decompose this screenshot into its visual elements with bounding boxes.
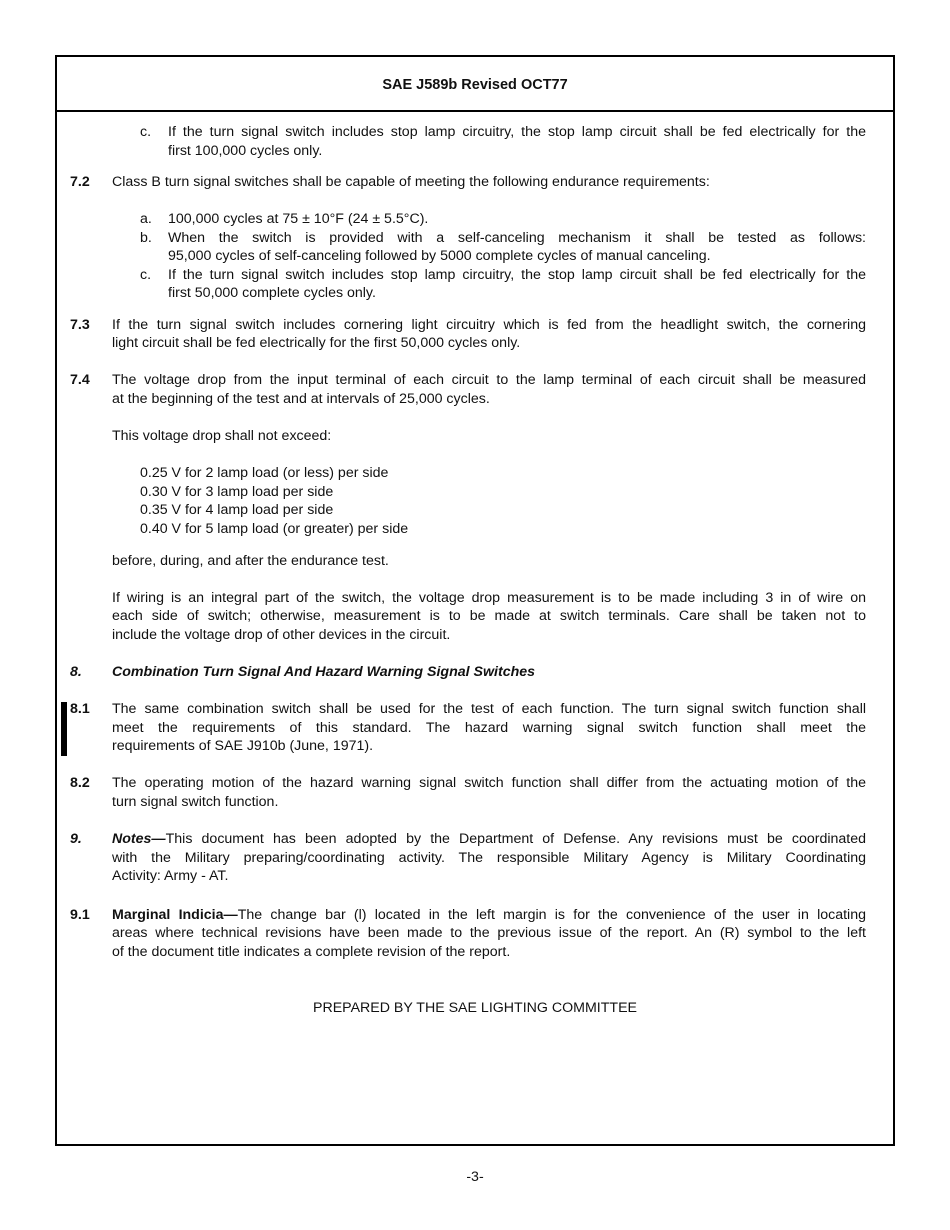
text-line: requirements of SAE J910b (June, 1971). (112, 738, 374, 754)
text-line: meet the requirements of this standard. The hazard warning signal switch function shall meet the (112, 720, 866, 736)
section-number: 9. (70, 831, 82, 847)
limit-line: 0.30 V for 3 lamp load per side (140, 484, 334, 500)
text-line: The operating motion of the hazard warning signal switch function shall differ from the actuating motion of the (112, 775, 866, 791)
text-line: first 100,000 cycles only. (168, 143, 323, 159)
text-line: When the switch is provided with a self-canceling mechanism it shall be tested as follows: (168, 230, 866, 246)
text-line: The voltage drop from the input terminal of each circuit to the lamp terminal of each circuit shall be measured (112, 372, 866, 388)
text-line: include the voltage drop of other devices in the circuit. (112, 627, 451, 643)
text-line: light circuit shall be fed electrically for the first 50,000 cycles only. (112, 335, 521, 351)
change-bar (61, 702, 67, 756)
text-line: If the turn signal switch includes stop lamp circuitry, the stop lamp circuit shall be fed electrically for the (168, 124, 866, 140)
section-number: 7.2 (70, 174, 90, 190)
limit-line: 0.35 V for 4 lamp load per side (140, 502, 334, 518)
limit-line: 0.25 V for 2 lamp load (or less) per side (140, 465, 389, 481)
text-line: first 50,000 complete cycles only. (168, 285, 376, 301)
text-line: The same combination switch shall be used for the test of each function. The turn signal switch function shall (112, 701, 866, 717)
text-line: 100,000 cycles at 75 ± 10°F (24 ± 5.5°C). (168, 211, 429, 227)
text-line: If the turn signal switch includes cornering light circuitry which is fed from the headlight switch, the cornering (112, 317, 866, 333)
text-line: turn signal switch function. (112, 794, 279, 810)
text-line: each side of switch; otherwise, measurement is to be made at switch terminals. Care shall be taken not to (112, 608, 866, 624)
item-letter: b. (140, 230, 152, 246)
text-line: at the beginning of the test and at intervals of 25,000 cycles. (112, 391, 490, 407)
text-line: with the Military preparing/coordinating activity. The responsible Military Agency is Military Coordinating (112, 850, 866, 866)
text-line: This voltage drop shall not exceed: (112, 428, 332, 444)
page-number: -3- (466, 1169, 484, 1185)
indicia-first-line: The change bar (l) located in the left margin is for the convenience of the user in locating (237, 907, 866, 923)
notes-label: Notes— (112, 831, 166, 847)
section-number: 7.3 (70, 317, 90, 333)
section-number: 8. (70, 664, 82, 680)
section-text: Class B turn signal switches shall be capable of meeting the following endurance requirements: (112, 174, 710, 190)
document-title: SAE J589b Revised OCT77 (57, 57, 893, 112)
item-letter: a. (140, 211, 152, 227)
item-letter: c. (140, 267, 152, 283)
text-line: of the document title indicates a complete revision of the report. (112, 944, 511, 960)
text-line: before, during, and after the endurance test. (112, 553, 389, 569)
text-line: If wiring is an integral part of the switch, the voltage drop measurement is to be made including 3 in of wire on (112, 590, 866, 606)
text-line: 95,000 cycles of self-canceling followed by 5000 complete cycles of manual canceling. (168, 248, 711, 264)
item-letter: c. (140, 124, 152, 140)
text-line (112, 906, 866, 925)
prepared-by: PREPARED BY THE SAE LIGHTING COMMITTEE (312, 1000, 637, 1016)
section-number: 8.1 (70, 701, 90, 717)
notes-first-line: This document has been adopted by the Department of Defense. Any revisions must be coordinated (165, 831, 866, 847)
limit-line: 0.40 V for 5 lamp load (or greater) per side (140, 521, 409, 537)
text-line: Activity: Army - AT. (112, 868, 229, 884)
section-number: 8.2 (70, 775, 90, 791)
text-line: areas where technical revisions have been made to the previous issue of the report. An (R) symbol to the left (112, 925, 866, 941)
section-number: 9.1 (70, 907, 90, 923)
indicia-label: Marginal Indicia— (112, 907, 238, 923)
section-heading: Combination Turn Signal And Hazard Warning Signal Switches (112, 664, 536, 680)
text-line (112, 830, 866, 849)
section-number: 7.4 (70, 372, 90, 388)
text-line: If the turn signal switch includes stop lamp circuitry, the stop lamp circuit shall be fed electrically for the (168, 267, 866, 283)
